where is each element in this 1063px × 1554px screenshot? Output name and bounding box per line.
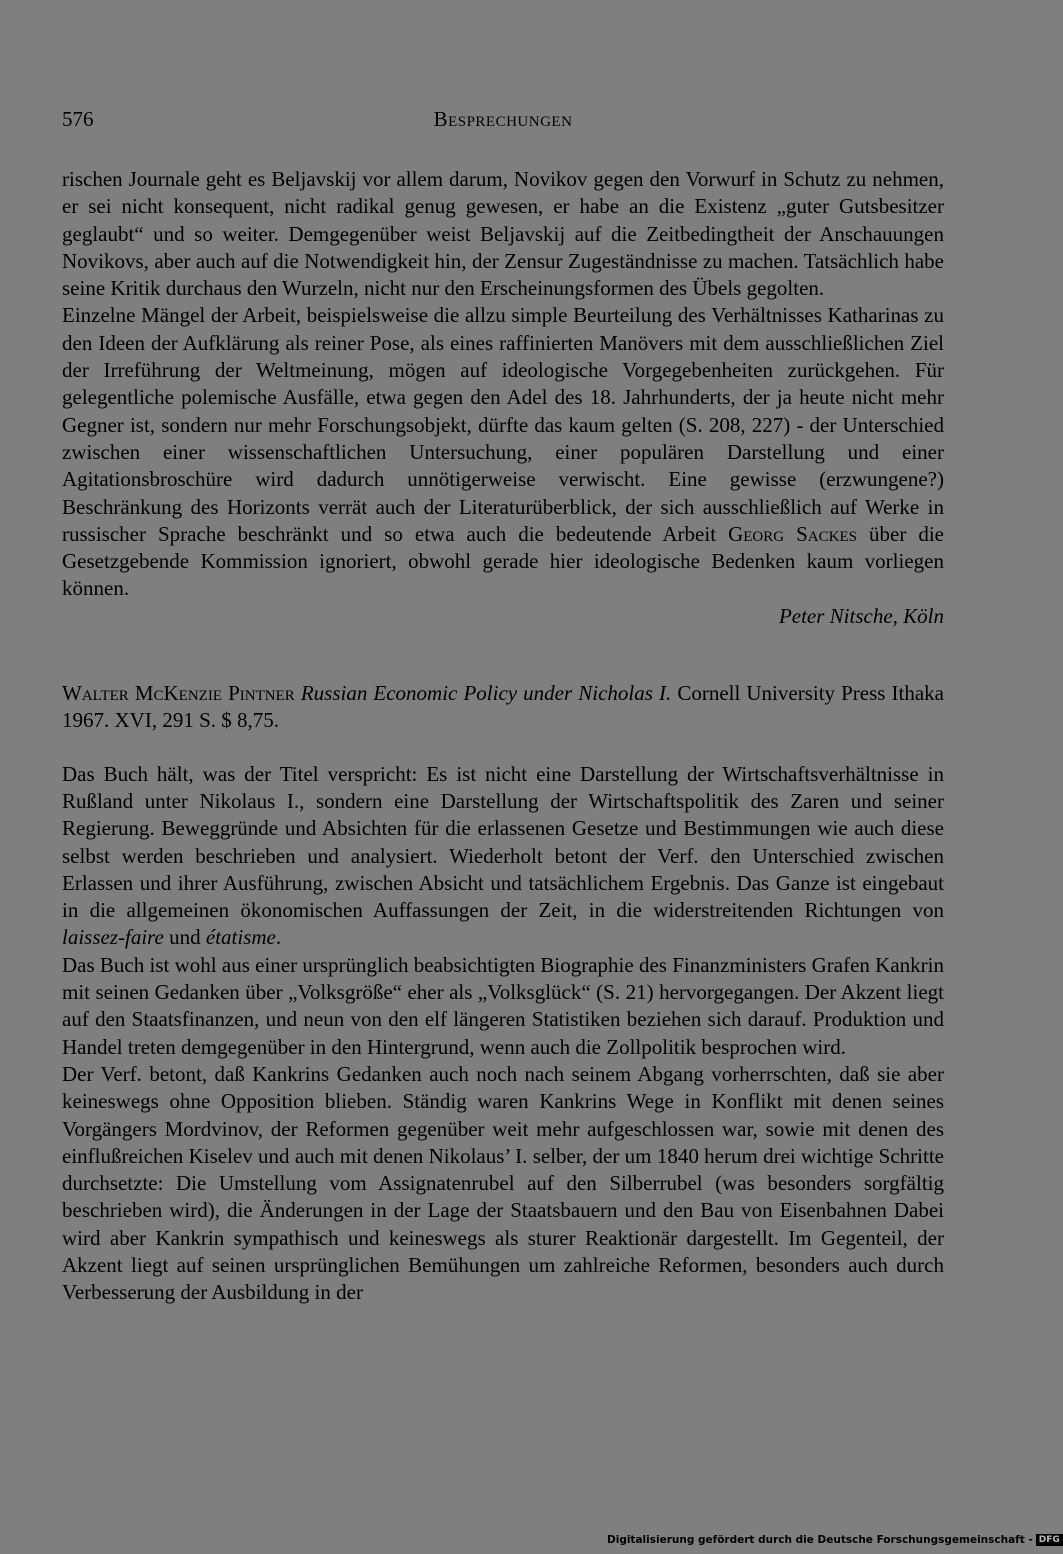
text-run: über die Gesetzgebende Kommission ignoriert, obwohl gerade hier ideologische Bedenken kaum vorliegen können. [62, 521, 944, 601]
book-author: Walter McKenzie Pintner [62, 681, 295, 706]
page-header [62, 104, 944, 134]
document-page [62, 104, 944, 1307]
text-run: und [169, 925, 201, 950]
term-etatisme: étatisme [205, 925, 276, 950]
review-heading [62, 680, 944, 735]
credit-text: Digitalisierung gefördert durch die Deutsche Forschungsgemeinschaft - [607, 1534, 1033, 1546]
book-title: Russian Economic Policy under Nicholas I. [300, 681, 672, 706]
review-continuation [62, 166, 944, 1307]
paragraph: Der Verf. betont, daß Kankrins Gedanken auch noch nach seinem Abgang vorherrschten, daß sie aber keineswegs ohne Opposition blieben. Ständig waren Kankrins Wege in Konflikt mit denen seines Vorgängers Mordvinov, der Reformen gegenüber weit mehr aufgeschlossen war, sowie mit denen des einflußreichen Kiselev und auch mit denen Nikolaus’ I. selber, der um 1840 herum drei wichtige Schritte durchsetzte: Die Umstellung vom Assignatenrubel auf den Silberrubel (was besonders sorgfältig beschrieben wird), die Änderungen in der Lage der Staatsbauern und den Bau von Eisenbahnen Dabei wird aber Kankrin sympathisch und keineswegs als sturer Reaktionär dargestellt. Im Gegenteil, der Akzent liegt auf seinen ursprünglichen Bemühungen um zahlreiche Reformen, besonders auch durch Verbesserung der Ausbildung in der [62, 1061, 944, 1305]
text-run: . [275, 925, 282, 950]
publication-info: Cornell University Press Ithaka 1967. XVI, 291 S. $ 8,75. [62, 681, 944, 733]
paragraph [62, 302, 944, 602]
dfg-logo: DFG [1036, 1534, 1063, 1546]
page-number: 576 [62, 107, 94, 131]
cited-author: Georg Sackes [728, 521, 857, 546]
running-head: Besprechungen [433, 107, 573, 131]
paragraph [62, 761, 944, 952]
text-run: Einzelne Mängel der Arbeit, beispielsweise die allzu simple Beurteilung des Verhältnisses Katharinas zu den Ideen der Aufklärung als reiner Pose, als eines raffinierten Manövers mit dem ausschließlichen Ziel der Irreführung der Weltmeinung, mögen auf ideologische Vorgegebenheiten zurückgehen. Für gelegentliche polemische Ausfälle, etwa gegen den Adel des 18. Jahrhunderts, der ja heute nicht mehr Gegner ist, sondern nur mehr Forschungsobjekt, dürfte das kaum gelten (S. 208, 227) - der Unterschied zwischen einer wissenschaftlichen Untersuchung, einer populären Darstellung und einer Agitationsbroschüre wird dadurch unnötigerweise verwischt. Eine gewisse (erzwungene?) Beschränkung des Horizonts verrät auch der Literaturüberblick, der sich ausschließlich auf Werke in russischer Sprache beschränkt und so etwa auch die bedeutende Arbeit [62, 303, 944, 546]
text-run: Das Buch hält, was der Titel verspricht: Es ist nicht eine Darstellung der Wirtschaftsverhältnisse in Rußland unter Nikolaus I., sondern eine Darstellung der Wirtschaftspolitik des Zaren und seiner Regierung. Beweggründe und Absichten für die erlassenen Gesetze und Bestimmungen wie auch diese selbst werden beschrieben und analysiert. Wiederholt betont der Verf. den Unterschied zwischen Erlassen und ihrer Ausführung, zwischen Absicht und tatsächlichem Ergebnis. Das Ganze ist eingebaut in die allgemeinen ökonomischen Auffassungen der Zeit, in die widerstreitenden Richtungen von [62, 761, 944, 923]
digitization-credit [607, 1534, 1063, 1546]
paragraph: rischen Journale geht es Beljavskij vor allem darum, Novikov gegen den Vorwurf in Schutz zu nehmen, er sei nicht konsequent, nicht radikal genug gewesen, er habe an die Existenz „guter Gutsbesitzer geglaubt“ und so weiter. Demgegenüber weist Beljavskij auf die Zeitbedingtheit der Anschauungen Novikovs, aber auch auf die Notwendigkeit hin, der Zensur Zugeständnisse zu machen. Tatsächlich habe seine Kritik durchaus den Wurzeln, nicht nur den Erscheinungsformen des Übels gegolten. [62, 167, 944, 301]
term-laissez-faire: laissez-faire [62, 925, 164, 950]
reviewer-signature: Peter Nitsche, Köln [778, 603, 944, 628]
paragraph: Das Buch ist wohl aus einer ursprünglich beabsichtigten Biographie des Finanzministers Grafen Kankrin mit seinen Gedanken über „Volksgröße“ eher als „Volksglück“ (S. 21) hervorgegangen. Der Akzent liegt auf den Staatsfinanzen, und neun von den elf längeren Statistiken beziehen sich darauf. Produktion und Handel treten demgegenüber in den Hintergrund, wenn auch die Zollpolitik besprochen wird. [62, 952, 944, 1059]
